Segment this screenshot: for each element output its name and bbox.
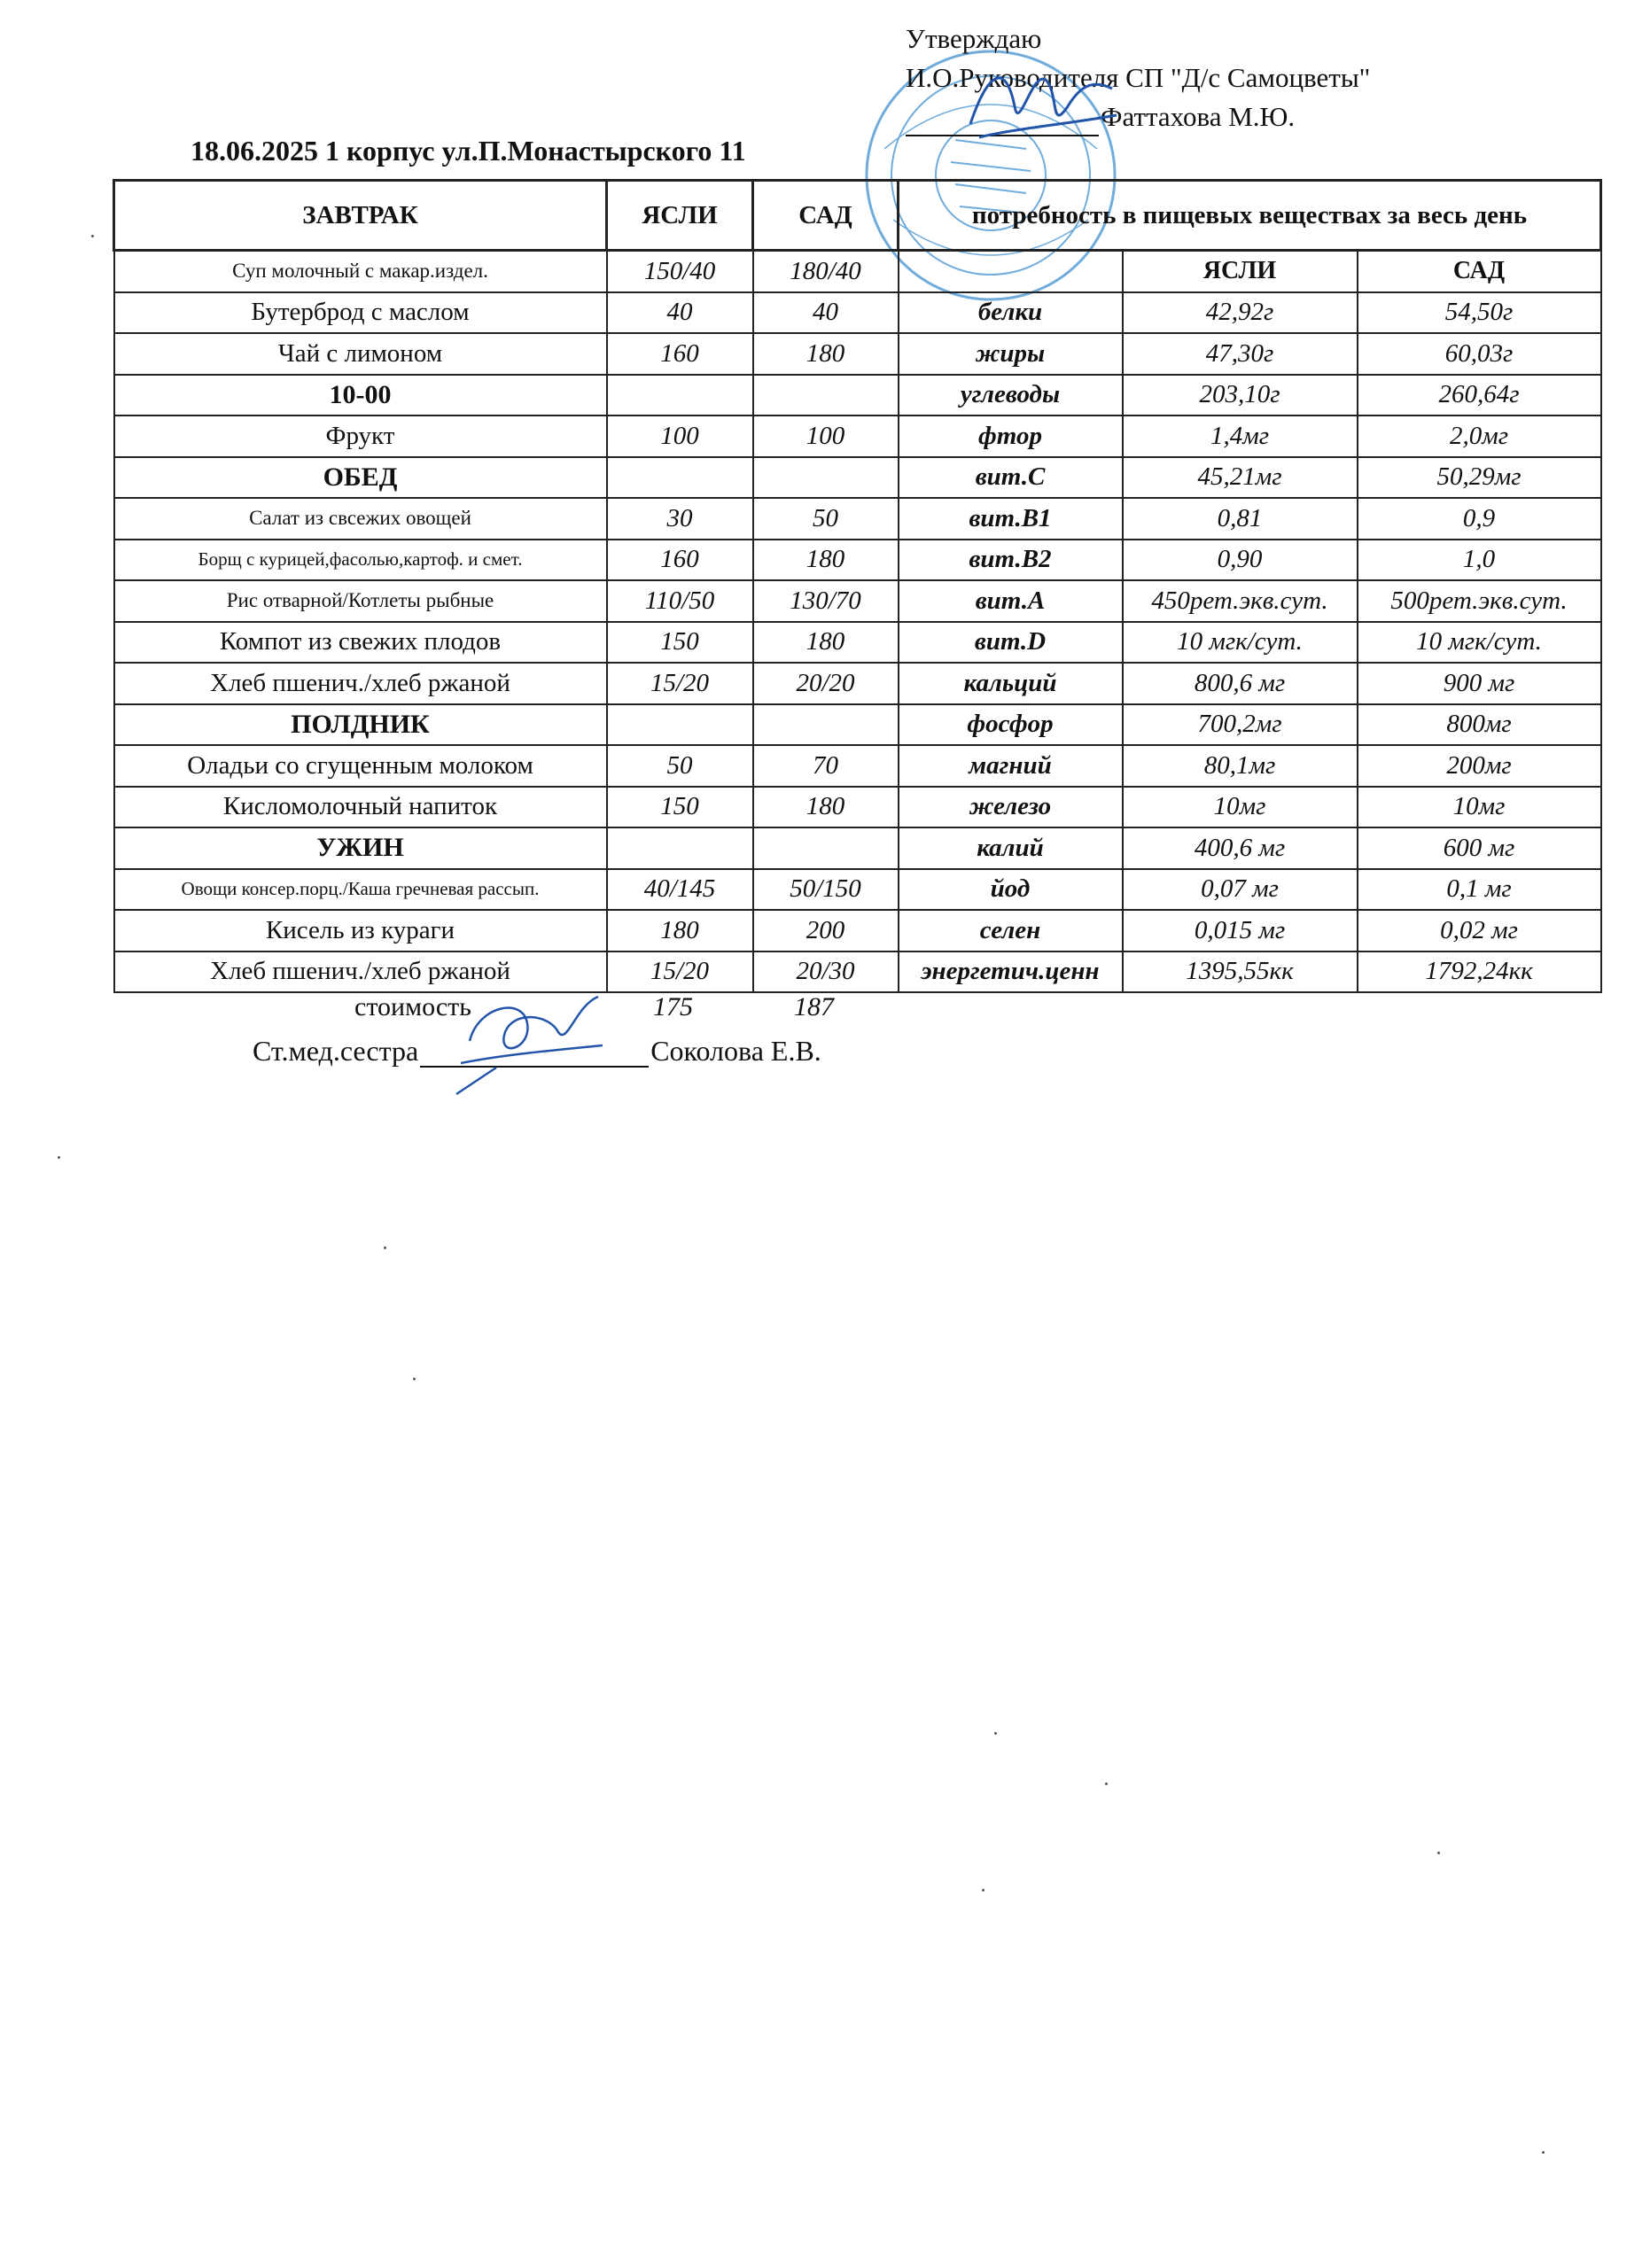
- table-row: [114, 457, 1601, 499]
- nutrient-nursery: 10 мгк/сут.: [1123, 622, 1358, 664]
- dish-name: Компот из свежих плодов: [114, 622, 607, 664]
- nutrient-garden: 500рет.экв.сут.: [1358, 580, 1601, 622]
- nursery-portion: 50: [607, 745, 753, 787]
- garden-portion: [753, 704, 899, 746]
- nursery-portion: 150: [607, 622, 753, 664]
- nutrient-nursery: 400,6 мг: [1123, 827, 1358, 869]
- scan-speck: [1437, 1852, 1440, 1854]
- cost-label: стоимость: [354, 992, 471, 1021]
- nursery-portion: [607, 375, 753, 416]
- nursery-portion: 15/20: [607, 951, 753, 993]
- nutrient-name: кальций: [899, 663, 1123, 704]
- nutrient-name: вит.В2: [899, 540, 1123, 581]
- garden-portion: 40: [753, 292, 899, 334]
- nutrient-garden: 1792,24кк: [1358, 951, 1601, 993]
- nutrient-nursery: 80,1мг: [1123, 745, 1358, 787]
- garden-portion: 180: [753, 540, 899, 581]
- nursery-portion: 30: [607, 498, 753, 540]
- nutrient-garden: 1,0: [1358, 540, 1601, 581]
- nurse-role: Ст.мед.сестра: [253, 1035, 419, 1067]
- nutrient-name: углеводы: [899, 375, 1123, 416]
- dish-name: Салат из свсежих овощей: [114, 498, 607, 540]
- nutrient-name: магний: [899, 745, 1123, 787]
- garden-portion: 50/150: [753, 869, 899, 911]
- meal-header: ЗАВТРАК: [114, 181, 607, 251]
- table-row: [114, 951, 1601, 993]
- garden-portion: 70: [753, 745, 899, 787]
- section-heading: ОБЕД: [114, 457, 607, 499]
- nursery-portion: 180: [607, 910, 753, 951]
- garden-portion: 130/70: [753, 580, 899, 622]
- section-heading: 10-00: [114, 375, 607, 416]
- nutrient-garden: 0,1 мг: [1358, 869, 1601, 911]
- scan-speck: [58, 1156, 60, 1159]
- table-row: [114, 787, 1601, 828]
- table-row: [114, 663, 1601, 704]
- table-row: [114, 375, 1601, 416]
- dish-name: Хлеб пшенич./хлеб ржаной: [114, 951, 607, 993]
- approval-heading: Утверждаю: [906, 23, 1042, 54]
- table-row: [114, 580, 1601, 622]
- nutrient-name: вит.В1: [899, 498, 1123, 540]
- nutrient-garden: 2,0мг: [1358, 416, 1601, 457]
- table-row: [114, 622, 1601, 664]
- nursery-portion: 100: [607, 416, 753, 457]
- nutrient-nursery: 700,2мг: [1123, 704, 1358, 746]
- nutrient-garden: 0,9: [1358, 498, 1601, 540]
- table-row: [114, 910, 1601, 951]
- nutrient-garden: 900 мг: [1358, 663, 1601, 704]
- nutrient-nursery: 0,90: [1123, 540, 1358, 581]
- table-row: [114, 416, 1601, 457]
- table-row: [114, 333, 1601, 375]
- nurse-name: Соколова Е.В.: [650, 1035, 821, 1067]
- nutrient-nursery: 0,015 мг: [1123, 910, 1358, 951]
- nursery-portion: 40/145: [607, 869, 753, 911]
- scan-speck: [994, 1732, 997, 1735]
- nutrient-garden: 50,29мг: [1358, 457, 1601, 499]
- nursery-portion: 160: [607, 333, 753, 375]
- nutrient-empty: [899, 251, 1123, 292]
- table-row: [114, 251, 1601, 292]
- dish-name: Суп молочный с макар.издел.: [114, 251, 607, 292]
- garden-portion: 180/40: [753, 251, 899, 292]
- nutrient-nursery: 450рет.экв.сут.: [1123, 580, 1358, 622]
- cost-garden: 187: [794, 992, 834, 1021]
- nutrient-nursery: 800,6 мг: [1123, 663, 1358, 704]
- nutrient-garden: 260,64г: [1358, 375, 1601, 416]
- nursery-portion: 160: [607, 540, 753, 581]
- table-row: [114, 745, 1601, 787]
- nutrient-nursery: 1395,55кк: [1123, 951, 1358, 993]
- scan-speck: [1105, 1783, 1108, 1785]
- dish-name: Хлеб пшенич./хлеб ржаной: [114, 663, 607, 704]
- nutrient-garden: 800мг: [1358, 704, 1601, 746]
- nutrient-name: калий: [899, 827, 1123, 869]
- dish-name: Чай с лимоном: [114, 333, 607, 375]
- garden-portion: 200: [753, 910, 899, 951]
- nutrient-name: жиры: [899, 333, 1123, 375]
- needs-header: потребность в пищевых веществах за весь день: [899, 181, 1601, 251]
- table-row: [114, 498, 1601, 540]
- dish-name: Фрукт: [114, 416, 607, 457]
- dish-name: Кисломолочный напиток: [114, 787, 607, 828]
- nutrient-name: фосфор: [899, 704, 1123, 746]
- dish-name: Кисель из кураги: [114, 910, 607, 951]
- page-title: 18.06.2025 1 корпус ул.П.Монастырского 11: [191, 135, 746, 167]
- dish-name: Овощи консер.порц./Каша гречневая рассып.: [114, 869, 607, 911]
- table-row: [114, 827, 1601, 869]
- nutrient-name: фтор: [899, 416, 1123, 457]
- garden-portion: [753, 375, 899, 416]
- needs-nursery-header: ЯСЛИ: [1123, 251, 1358, 292]
- dish-name: Рис отварной/Котлеты рыбные: [114, 580, 607, 622]
- nutrient-garden: 60,03г: [1358, 333, 1601, 375]
- nutrient-nursery: 203,10г: [1123, 375, 1358, 416]
- nursery-portion: [607, 827, 753, 869]
- nutrient-name: белки: [899, 292, 1123, 334]
- table-row: [114, 869, 1601, 911]
- nursery-portion: 110/50: [607, 580, 753, 622]
- nutrient-nursery: 0,07 мг: [1123, 869, 1358, 911]
- table-row: [114, 540, 1601, 581]
- section-heading: ПОЛДНИК: [114, 704, 607, 746]
- scan-speck: [413, 1378, 416, 1380]
- table-header-row: [114, 181, 1601, 251]
- nutrient-garden: 600 мг: [1358, 827, 1601, 869]
- nursery-header: ЯСЛИ: [607, 181, 753, 251]
- nursery-portion: [607, 457, 753, 499]
- dish-name: Оладьи со сгущенным молоком: [114, 745, 607, 787]
- dish-name: Бутерброд с маслом: [114, 292, 607, 334]
- nutrient-name: железо: [899, 787, 1123, 828]
- nutrient-name: селен: [899, 910, 1123, 951]
- scan-speck: [982, 1889, 985, 1891]
- nutrient-garden: 0,02 мг: [1358, 910, 1601, 951]
- dish-name: Борщ с курицей,фасолью,картоф. и смет.: [114, 540, 607, 581]
- nutrient-garden: 10 мгк/сут.: [1358, 622, 1601, 664]
- table-row: [114, 704, 1601, 746]
- nutrient-nursery: 47,30г: [1123, 333, 1358, 375]
- approval-name: Фаттахова М.Ю.: [1101, 101, 1296, 132]
- section-heading: УЖИН: [114, 827, 607, 869]
- table-row: [114, 292, 1601, 334]
- garden-portion: [753, 827, 899, 869]
- scan-speck: [384, 1247, 386, 1249]
- approval-position: И.О.Руководителя СП "Д/с Самоцветы": [906, 62, 1371, 93]
- nursery-portion: 150: [607, 787, 753, 828]
- nurse-signature: [443, 979, 611, 1103]
- nutrient-garden: 54,50г: [1358, 292, 1601, 334]
- scan-speck: [1542, 2151, 1545, 2154]
- garden-portion: 20/30: [753, 951, 899, 993]
- nutrient-nursery: 45,21мг: [1123, 457, 1358, 499]
- menu-table: [113, 179, 1602, 993]
- nutrient-name: энергетич.ценн: [899, 951, 1123, 993]
- garden-header: САД: [753, 181, 899, 251]
- garden-portion: 100: [753, 416, 899, 457]
- nutrient-nursery: 42,92г: [1123, 292, 1358, 334]
- nutrient-nursery: 10мг: [1123, 787, 1358, 828]
- garden-portion: 180: [753, 622, 899, 664]
- nutrient-name: вит.А: [899, 580, 1123, 622]
- nursery-portion: [607, 704, 753, 746]
- nursery-portion: 15/20: [607, 663, 753, 704]
- nutrient-nursery: 1,4мг: [1123, 416, 1358, 457]
- garden-portion: 180: [753, 787, 899, 828]
- garden-portion: 50: [753, 498, 899, 540]
- garden-portion: [753, 457, 899, 499]
- nutrient-garden: 200мг: [1358, 745, 1601, 787]
- nutrient-garden: 10мг: [1358, 787, 1601, 828]
- scan-speck: [91, 235, 94, 237]
- nursery-portion: 40: [607, 292, 753, 334]
- nutrient-name: йод: [899, 869, 1123, 911]
- garden-portion: 180: [753, 333, 899, 375]
- director-signature: [961, 53, 1121, 151]
- nutrient-nursery: 0,81: [1123, 498, 1358, 540]
- garden-portion: 20/20: [753, 663, 899, 704]
- nutrient-name: вит.D: [899, 622, 1123, 664]
- needs-garden-header: САД: [1358, 251, 1601, 292]
- nursery-portion: 150/40: [607, 251, 753, 292]
- nutrient-name: вит.С: [899, 457, 1123, 499]
- cost-nursery: 175: [653, 992, 693, 1021]
